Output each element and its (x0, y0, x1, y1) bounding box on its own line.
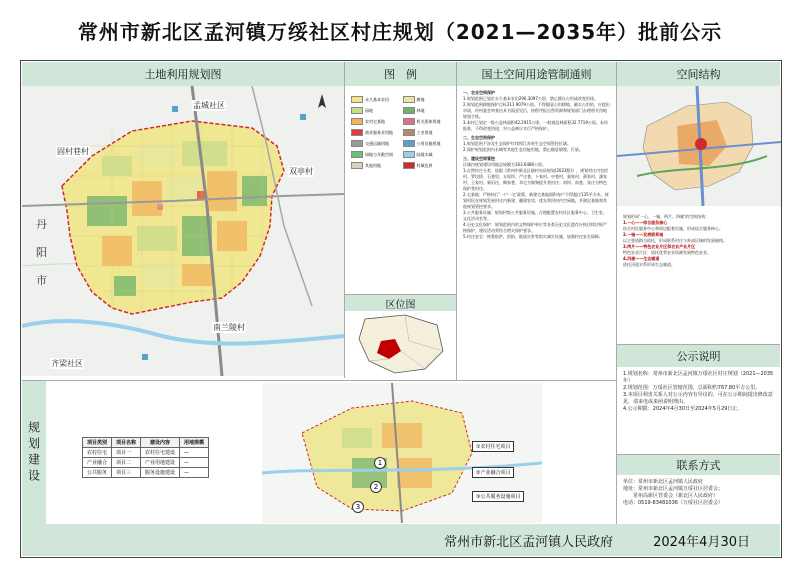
legend-label: 村域边界 (416, 162, 433, 168)
table-cell: 项目一 (112, 448, 141, 458)
rule-paragraph: 3.公共服务设施：规划村级公共服务设施，合理配置农村社区服务中心、卫生室、文化活动室等。 (463, 210, 607, 221)
legend-swatch (351, 118, 363, 125)
legend-swatch (403, 96, 415, 103)
footer-date: 2024年4月30日 (653, 534, 750, 550)
service-core-icon (695, 138, 707, 150)
planning-map (262, 383, 542, 523)
legend-label: 商业服务业用地 (365, 129, 393, 135)
legend-label: 永久基本农田 (365, 96, 389, 102)
land-use-map-svg (22, 86, 344, 376)
legend-item (351, 140, 399, 147)
legend-label: 陆地水域 (416, 151, 433, 157)
label-nanlanling: 南兰陵村 (213, 323, 245, 332)
table-cell: — (180, 448, 209, 458)
label-danyang: 丹 阳 市 (36, 218, 47, 287)
location-header: 区位图 (345, 295, 456, 311)
rule-section-1: 一、农业空间保护 (463, 90, 495, 95)
spatial-structure-header: 空间结构 (617, 62, 780, 86)
footer-org: 常州市新北区孟河镇人民政府 (444, 534, 614, 550)
legend-label: 耕地 (416, 96, 425, 102)
rule-paragraph: 3.本村已划定一级公益林面积42.2915公顷，一般商品林面积32.7719公顷。未经批准，不得改变用途，对公益林应实行严格保护。 (463, 120, 608, 131)
legend-item (403, 118, 451, 125)
title-text: 常州市新北区孟河镇万绥社区村庄规划（2021—2035年）批前公示 (77, 19, 723, 44)
legend-item (351, 129, 399, 136)
table-cell: 项目三 (112, 468, 141, 478)
footer-bar (22, 524, 780, 556)
rule-paragraph: 1.规划范围不涉及生态保护红线和江苏省生态空间管控区域。 (463, 141, 571, 146)
legend-label: 绿地与开敞空间 (365, 151, 393, 157)
contact-line: 地址：常州市新北区孟河镇万绥社区居委会； (623, 486, 724, 492)
table-cell: 公共服务 (83, 468, 112, 478)
rule-paragraph: 2.规划范围耕地保护目标311.9079公顷，不得随意占用耕地，确实占用的，应提出申请，经村委会审查出具书面意见后，按程序报自然资源和规划部门办理相关用地规划手续。 (463, 102, 610, 119)
contact-header: 联系方式 (617, 455, 780, 475)
table-cell: 农村住宅 (83, 448, 112, 458)
table-row (83, 448, 209, 458)
legend-label: 交通运输用地 (365, 140, 389, 146)
legend-header: 图 例 (345, 62, 456, 86)
notice-item: 2.规划范围：万绥社区管辖范围，总面积约767.80平方公里。 (623, 385, 761, 391)
location-panel (344, 294, 456, 378)
legend-swatch (351, 107, 363, 114)
legend-swatch (351, 96, 363, 103)
legend-swatch (351, 162, 363, 169)
table-cell: 产业融合 (83, 458, 112, 468)
legend-item (403, 96, 451, 103)
legend-label: 园地 (365, 107, 373, 113)
legend-item (403, 129, 451, 136)
contact-line: 单位：常州市新北区孟河镇人民政府 (623, 479, 704, 485)
legend-swatch (351, 129, 363, 136)
table-cell: 农村住宅建设 (141, 448, 180, 458)
structure-item: 2.一轴——发展联系轴 (623, 232, 664, 237)
contact-panel (616, 454, 780, 524)
table-cell: 服务设施建设 (141, 468, 180, 478)
structure-item: 1.一心——综合服务核心 (623, 220, 668, 225)
table-cell: — (180, 458, 209, 468)
spatial-structure-map (617, 86, 781, 206)
structure-desc: 特色农业片区：依托优势农业资源发展特色农业。 (623, 250, 711, 255)
legend-item (351, 151, 399, 158)
project-marker: 1 (374, 457, 386, 469)
legend-swatch (403, 129, 415, 136)
legend-swatch (351, 140, 363, 147)
label-guchai: 固村巷村 (57, 147, 89, 156)
legend-item (351, 96, 399, 103)
structure-desc: 以主要道路为依托，形成联系村庄与外部区域的发展轴线。 (623, 238, 727, 243)
plan-note-1: ①农村住宅项目 (472, 441, 514, 452)
legend-swatch (403, 118, 415, 125)
notice-panel (616, 344, 780, 454)
structure-intro: 规划形成'一心、一轴、两片、四廊'的空间结构： (623, 214, 710, 219)
legend-item (351, 162, 399, 169)
legend-item (403, 140, 451, 147)
land-use-map (22, 86, 344, 376)
notice-item: 4.公示期限：2024年4月30日至2024年5月29日止。 (623, 406, 743, 412)
structure-desc: 依托河道水系形成生态廊道。 (623, 262, 675, 267)
legend-swatch (403, 107, 415, 114)
table-cell: — (180, 468, 209, 478)
land-use-header: 土地利用规划图 (22, 62, 344, 86)
table-header-cell: 项目类别 (83, 438, 112, 448)
location-map (345, 311, 457, 377)
legend-item (351, 118, 399, 125)
control-rules-text (457, 86, 616, 384)
plan-note-2: ②产业融合项目 (472, 467, 514, 478)
label-qiliang: 齐梁社区 (51, 359, 83, 368)
table-row (83, 458, 209, 468)
planning-table (82, 437, 209, 478)
notice-item: 3.本项目利害关系人对公示内容有异议的，可在公示期间提出修改意见，请来电或来函说明理由。 (623, 392, 773, 405)
spatial-structure-panel (616, 62, 780, 344)
legend-label: 林地 (416, 107, 425, 113)
table-cell: 项目二 (112, 458, 141, 468)
label-shuangting: 双亭村 (289, 167, 313, 176)
legend-swatch (403, 162, 415, 169)
legend-item (403, 151, 451, 158)
contact-line: 电话：0519-83481036（万绥社区居委会） (623, 500, 723, 506)
legend-list (345, 86, 456, 179)
legend-item (351, 107, 399, 114)
table-header-cell: 建设内容 (141, 438, 180, 448)
label-menghe: 孟城社区 (193, 101, 225, 110)
contact-line: 常州高新区管委会（新北区人民政府） (623, 493, 719, 499)
rule-section-2: 二、生态空间保护 (463, 135, 495, 140)
table-row (83, 468, 209, 478)
control-rules-panel (456, 62, 616, 380)
legend-swatch (403, 151, 415, 158)
structure-item: 4.四廊——生态廊道 (623, 256, 660, 261)
project-marker: 3 (352, 501, 364, 513)
rule-paragraph: 1.规划范围已划定永久基本农田290.3097公顷，禁止擅自占用或改变用途。 (463, 96, 598, 101)
notice-item: 1.规划名称：常州市新北区孟河镇万绥社区村庄规划（2021—2035年） (623, 371, 774, 384)
rule-paragraph: 2.保护规划范围内水域等其他生态功能用地，禁止随意填埋、污染。 (463, 147, 583, 152)
legend-swatch (351, 151, 363, 158)
rule-paragraph: 2.宅基地：严格执行'一户一宅'政策，新建宅基地面积每户不得超过135平方米，规划村民在规划发展村庄内新建、翻建农房，优先利用村内空闲地，并满足基地和其他规划管控要求。 (463, 192, 609, 209)
planning-table-header (83, 438, 209, 448)
legend-label: 其他用地 (365, 162, 381, 168)
legend-label: 公用设施用地 (416, 140, 441, 146)
rule-section-3: 三、建设空间管控 (463, 156, 495, 161)
contact-text (617, 475, 780, 511)
plan-note-3: ③公共服务设施项目 (472, 491, 524, 502)
table-cell: 产业用地建设 (141, 458, 180, 468)
structure-text (617, 210, 780, 352)
page-title (0, 8, 800, 52)
structure-item: 3.两片——特色农业片区和农业产业片区 (623, 244, 696, 249)
table-header-cell: 用地规模 (180, 438, 209, 448)
legend-label: 机关团体用地 (416, 118, 441, 124)
control-rules-header: 国土空间用途管制通则 (457, 62, 616, 86)
legend-label: 农村宅基地 (365, 118, 385, 124)
rule-paragraph: 5.村庄安全：统筹防洪、消防、地质灾害等防灾减灾设施，加强村庄安全保障。 (463, 234, 603, 239)
rule-paragraph: 1.自然村庄分类：依据《常州市新北区镇村布局规划(2023版)》，规划村庄内包括村、罗坟桥、石巷里、五顷坝、严庄巷、卜家村、中巷村、巢家村、蒋家村、潘家村、王家村、新旧庄、陶家巷、邓宅为集聚提升类村庄；南坝、南巷、张庄为特色保护类村庄。 (463, 168, 609, 191)
legend-swatch (403, 140, 415, 147)
rule-paragraph: 4.历史文化保护：规划范围内的文物保护单位等各类历史文化遗存应按法律法规严格保护，建设活动须符合相关保护要求。 (463, 222, 607, 233)
notice-header: 公示说明 (617, 345, 780, 367)
project-marker: 2 (370, 481, 382, 493)
legend-item (403, 107, 451, 114)
structure-desc: 结合村民服务中心和周边配套设施，形成综合服务核心。 (623, 226, 723, 231)
planning-construction-panel (22, 380, 616, 524)
legend-label: 工业用地 (416, 129, 433, 135)
planning-construction-header: 规划建设 (22, 381, 46, 525)
legend-item (403, 162, 451, 169)
rule-paragraph: 区域内规划建设用地总规模为163.6486公顷。 (463, 162, 547, 167)
legend-panel (344, 62, 456, 294)
notice-text (617, 367, 780, 417)
table-header-cell: 项目名称 (112, 438, 141, 448)
